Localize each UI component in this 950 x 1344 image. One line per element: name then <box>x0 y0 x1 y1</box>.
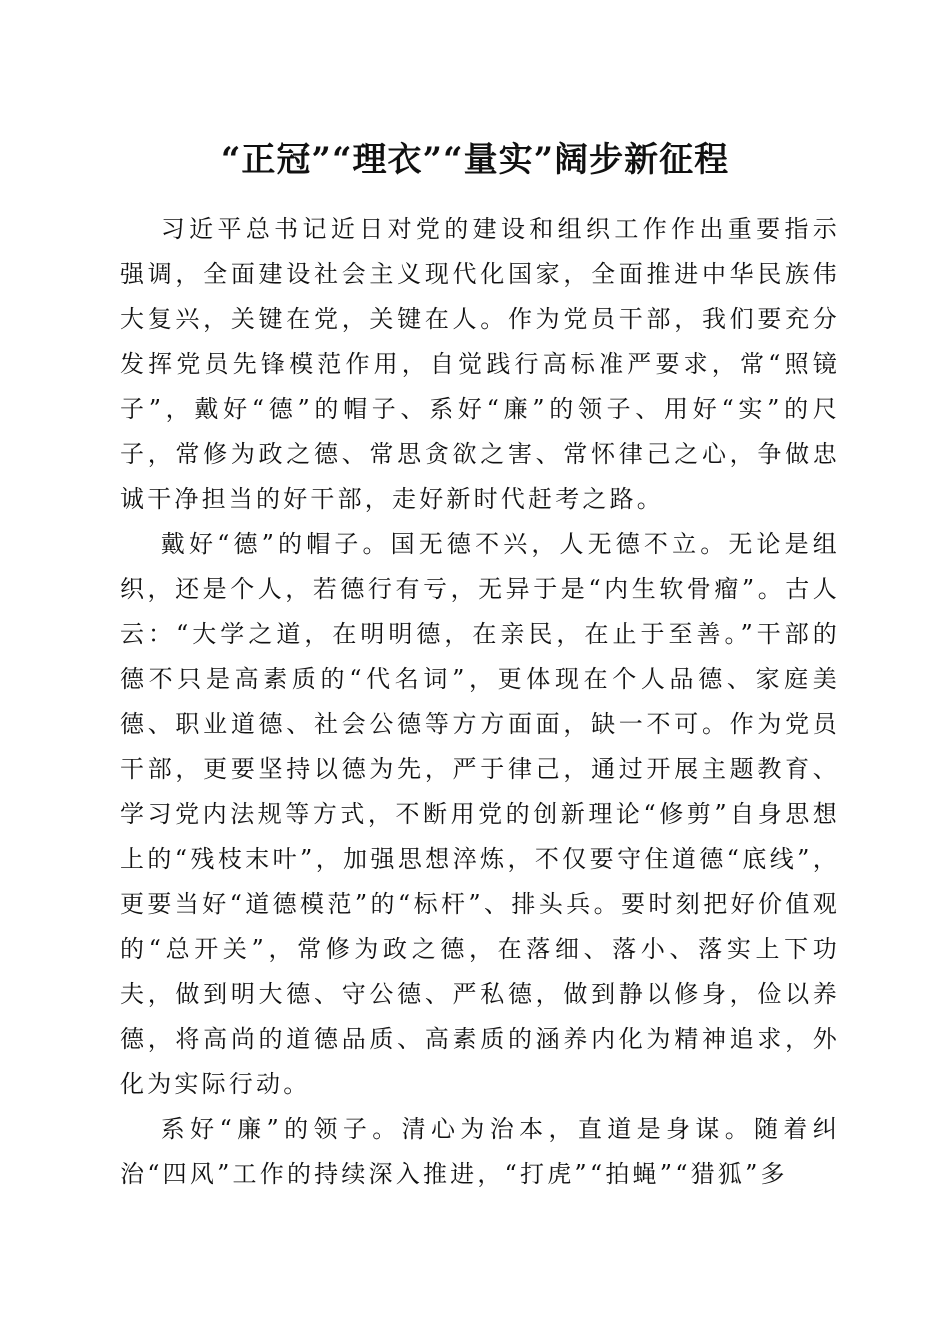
paragraph-integrity: 系好“廉”的领子。清心为治本，直道是身谋。随着纠治“四风”工作的持续深入推进，“打虎”“拍蝇”“猎狐”多 <box>120 1115 840 1188</box>
paragraph-virtue: 戴好“德”的帽子。国无德不兴，人无德不立。无论是组织，还是个人，若德行有亏，无异于是“内生软骨瘤”。古人云：“大学之道，在明明德，在亲民，在止于至善。”干部的德不只是高素质的“代名词”，更体现在个人品德、家庭美德、职业道德、社会公德等方方面面，缺一不可。作为党员干部，更要坚持以德为先，严于律己，通过开展主题教育、学习党内法规等方式，不断用党的创新理论“修剪”自身思想上的“残枝末叶”，加强思想淬炼，不仅要守住道德“底线”，更要当好“道德模范”的“标杆”、排头兵。要时刻把好价值观的“总开关”，常修为政之德，在落细、落小、落实上下功夫，做到明大德、守公德、严私德，做到静以修身，俭以养德，将高尚的道德品质、高素质的涵养内化为精神追求，外化为实际行动。 <box>120 530 840 1098</box>
document-title: “正冠”“理衣”“量实”阔步新征程 <box>220 140 730 180</box>
paragraph-intro: 习近平总书记近日对党的建设和组织工作作出重要指示强调，全面建设社会主义现代化国家，全面推进中华民族伟大复兴，关键在党，关键在人。作为党员干部，我们要充分发挥党员先锋模范作用，自觉践行高标准严要求，常“照镜子”，戴好“德”的帽子、系好“廉”的领子、用好“实”的尺子，常修为政之德、常思贪欲之害、常怀律己之心，争做忠诚干净担当的好干部，走好新时代赶考之路。 <box>120 215 840 513</box>
document-body <box>120 207 840 1197</box>
